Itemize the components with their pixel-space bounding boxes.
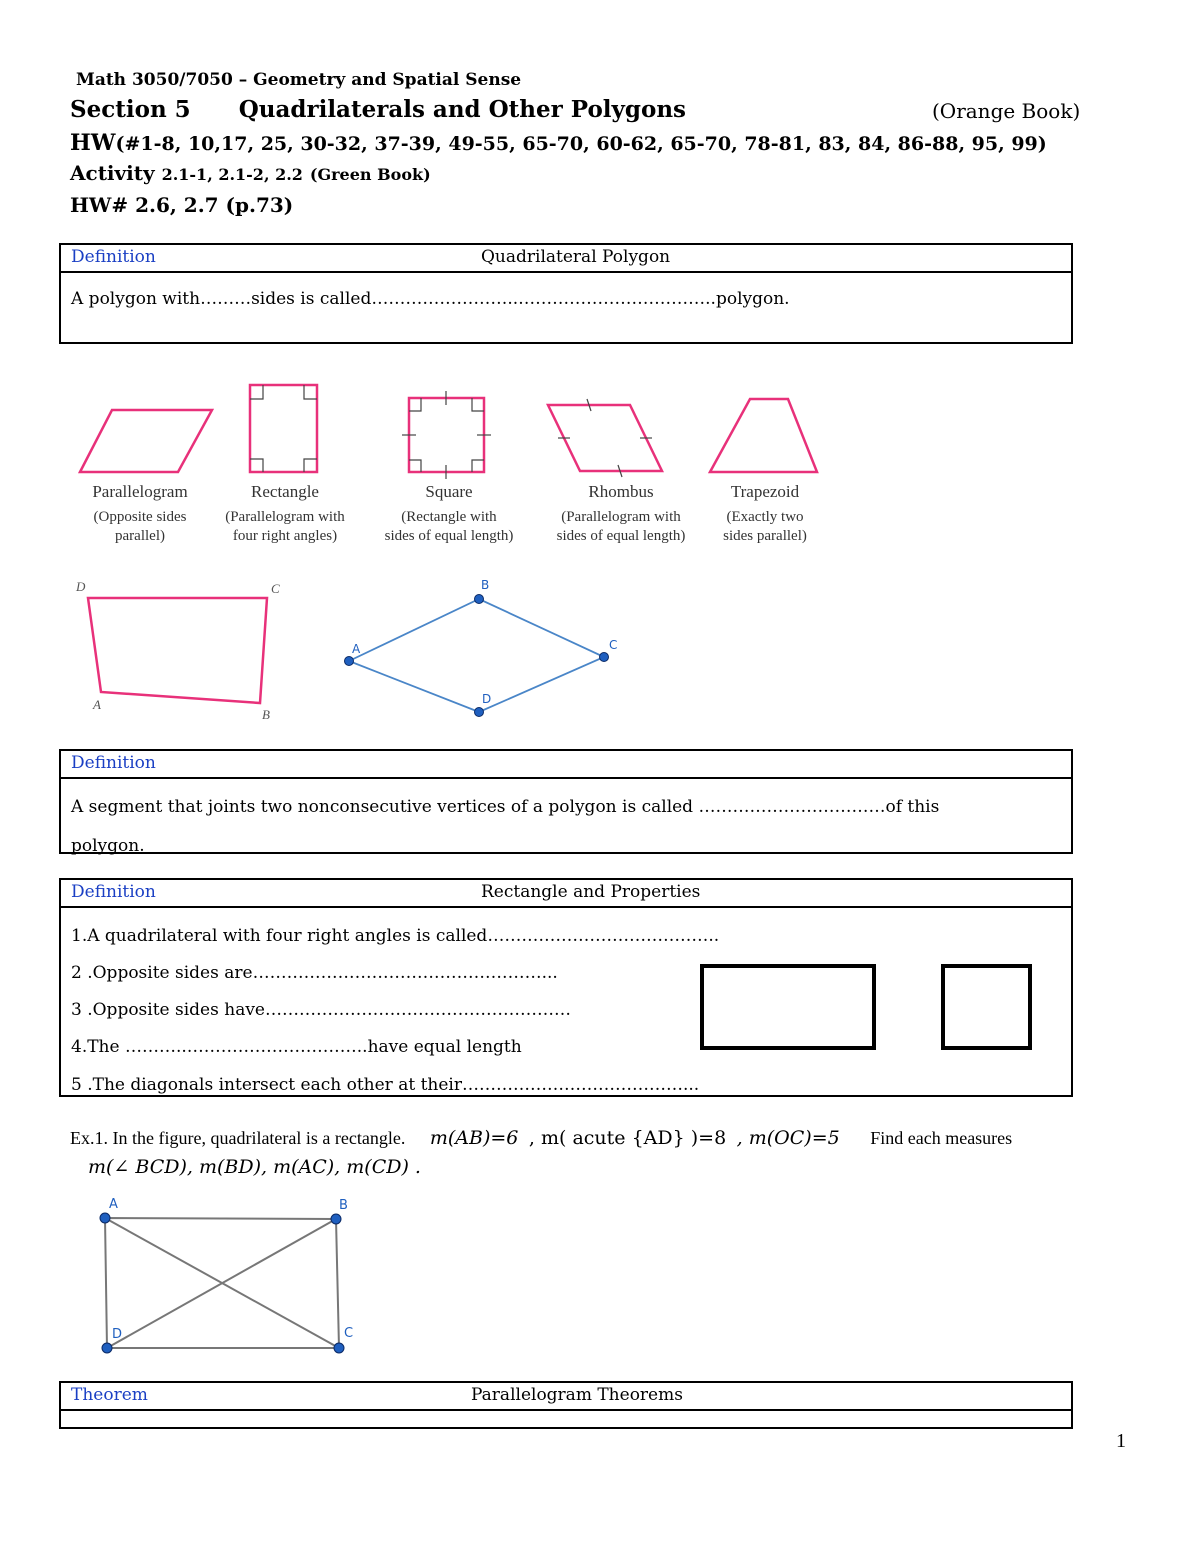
shape-label-trapezoid: Trapezoid (Exactly two sides parallel)	[723, 482, 807, 544]
activity-label: Activity	[70, 161, 155, 185]
rhombus-abcd-figure	[330, 575, 630, 725]
point-d	[475, 708, 484, 717]
square-shape	[409, 398, 484, 472]
quadrilateral-shape	[88, 598, 267, 703]
point-a	[345, 657, 354, 666]
point-label-c: C	[344, 1326, 354, 1341]
theorem-label: Theorem	[71, 1385, 148, 1405]
point-a	[100, 1213, 110, 1223]
theorem-box-parallelogram	[59, 1381, 1073, 1429]
property-item-4: 4.The ………..…………………………..have equal length	[71, 1037, 522, 1057]
definition-box-rectangle	[59, 878, 1073, 1097]
example-1-questions: m(∠ BCD), m(BD), m(AC), m(CD) .	[88, 1156, 421, 1178]
rectangle-diagonals-figure	[70, 1190, 380, 1370]
vertex-label-c: C	[271, 581, 280, 596]
book-reference: (Orange Book)	[932, 99, 1081, 123]
measure-oc: , m(OC)=5	[736, 1127, 840, 1149]
point-label-d: D	[482, 692, 492, 706]
point-label-b: B	[481, 578, 490, 592]
box-title-row	[61, 751, 1071, 779]
box-title-row	[61, 245, 1071, 273]
activity-items: 2.1-1, 2.1-2, 2.2	[161, 165, 303, 184]
definition-label: Definition	[71, 753, 156, 773]
course-title: Math 3050/7050 – Geometry and Spatial Sense	[76, 70, 522, 90]
section-title: Section 5 Quadrilaterals and Other Polygons	[70, 96, 687, 123]
definition-box-quadrilateral	[59, 243, 1073, 344]
point-c	[334, 1343, 344, 1353]
shape-label-rectangle: Rectangle (Parallelogram with four right angles)	[225, 482, 345, 544]
vertex-label-b: B	[262, 707, 270, 722]
point-b	[475, 595, 484, 604]
example-intro: Ex.1. In the figure, quadrilateral is a rectangle.	[70, 1128, 406, 1148]
property-item-1: 1.A quadrilateral with four right angles is called…………………………………..	[71, 926, 720, 946]
definition-text-line-1: A segment that joints two nonconsecutive vertices of a polygon is called ……………………………of this	[71, 797, 940, 817]
parallelogram-shape	[80, 410, 212, 472]
vertex-label-d: D	[76, 579, 86, 594]
box-title-row	[61, 880, 1071, 908]
activity-line	[70, 161, 431, 185]
point-d	[102, 1343, 112, 1353]
homework-line	[70, 130, 1047, 156]
property-item-2: 2 .Opposite sides are……………………………………………...	[71, 963, 558, 983]
box-title: Parallelogram Theorems	[471, 1385, 683, 1405]
shape-label-square: Square (Rectangle with sides of equal length)	[384, 482, 514, 544]
quadrilateral-abcd-figure	[70, 575, 290, 725]
example-1-prompt	[70, 1127, 1012, 1149]
hw-items: (#1-8, 10,17, 25, 30-32, 37-39, 49-55, 65-70, 60-62, 65-70, 78-81, 83, 84, 86-88, 95, 99)	[115, 133, 1047, 155]
property-item-3: 3 .Opposite sides have………………………………………………	[71, 1000, 571, 1020]
point-label-c: C	[609, 638, 618, 652]
definition-text: A polygon with………sides is called……………………..……………………………..polygon.	[71, 289, 790, 309]
page-number: 1	[1116, 1430, 1126, 1452]
hw-label: HW	[70, 130, 116, 156]
box-title-row	[61, 1383, 1071, 1411]
measure-ad: , m( acute {AD} )=8	[528, 1127, 727, 1149]
trapezoid-shape	[710, 399, 817, 472]
point-label-a: A	[352, 642, 361, 656]
shape-label-rhombus: Rhombus (Parallelogram with sides of equal length)	[556, 482, 686, 544]
definition-label: Definition	[71, 247, 156, 267]
rhombus-outline	[349, 599, 604, 712]
activity-book: (Green Book)	[309, 165, 431, 184]
box-title: Rectangle and Properties	[481, 882, 701, 902]
shape-label-parallelogram: Parallelogram (Opposite sides parallel)	[92, 482, 188, 544]
example-tail: Find each measures	[870, 1128, 1013, 1148]
point-label-d: D	[112, 1327, 123, 1342]
point-label-a: A	[109, 1197, 118, 1212]
point-b	[331, 1214, 341, 1224]
definition-text-line-2: polygon.	[71, 836, 145, 856]
point-c	[600, 653, 609, 662]
box-title: Quadrilateral Polygon	[481, 247, 671, 267]
measure-ab: m(AB)=6	[429, 1127, 519, 1149]
property-item-5: 5 .The diagonals intersect each other at their…………………………………...	[71, 1075, 700, 1095]
definition-box-diagonal	[59, 749, 1073, 854]
square-drawing	[941, 964, 1032, 1050]
point-label-b: B	[339, 1198, 348, 1213]
vertex-label-a: A	[93, 697, 101, 712]
shape-labels	[70, 482, 830, 552]
homework-line-2: HW# 2.6, 2.7 (p.73)	[70, 193, 294, 217]
definition-label: Definition	[71, 882, 156, 902]
rectangle-drawing	[700, 964, 876, 1050]
